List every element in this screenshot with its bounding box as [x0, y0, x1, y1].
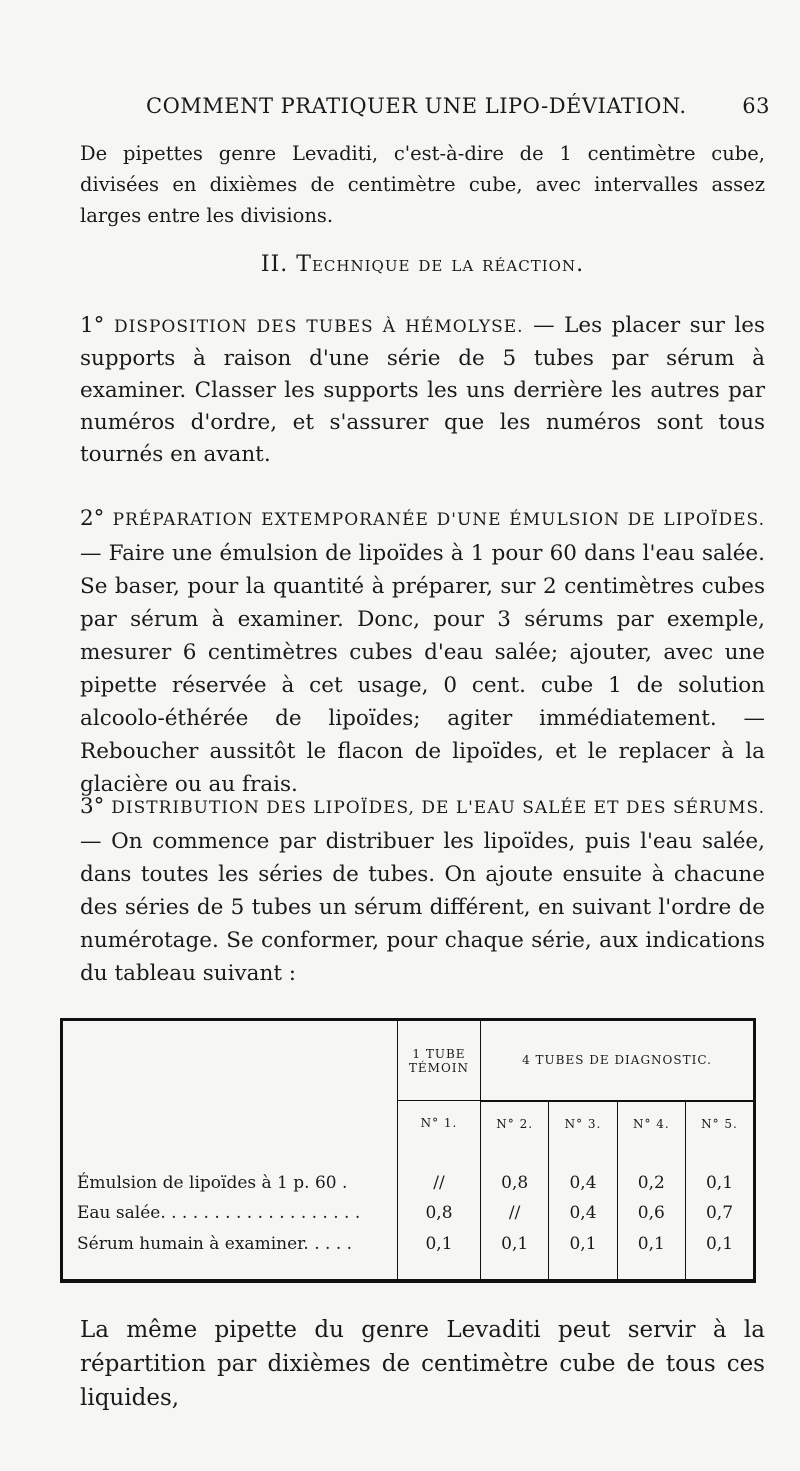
cell-value: // — [508, 1203, 521, 1224]
item-2-text: — Faire une émulsion de lipoïdes à 1 pour 60 dans l'eau salée. Se baser, pour la quantité à préparer, sur 2 centimètres cubes par sérum à examiner. Donc, pour 3 sérums par exemple, mesurer 6 centimètres cubes d'eau salée; ajouter, avec une pipette réservée à cet usage, 0 cent. cube 1 de solution alcoolo-éthérée de lipoïdes; agiter immédiatement. — Reboucher aussitôt le flacon de lipoïdes, et le replacer à la glacière ou au frais. — [80, 541, 765, 797]
item-1-text: — Les placer sur les supports à raison d'une série de 5 tubes par sérum à examiner. Classer les supports les uns derrière les autres par numéros d'ordre, et s'assurer que les numéros sont tous tournés en avant. — [80, 313, 765, 467]
table-row — [63, 1167, 753, 1198]
item-1-number: 1° — [80, 313, 105, 338]
item-2-number: 2° — [80, 506, 105, 531]
item-3-text: — On commence par distribuer les lipoïdes, puis l'eau salée, dans toutes les séries de tubes. On ajoute ensuite à chacune des séries de 5 tubes un sérum différent, en suivant l'ordre de numérotage. Se conformer, pour chaque série, aux indications du tableau suivant : — [80, 829, 765, 986]
row-label: Émulsion de lipoïdes à 1 p. 60 . — [63, 1167, 398, 1198]
section-numeral: II. — [260, 252, 289, 277]
cell-value: 0,1 — [501, 1233, 529, 1254]
running-header — [100, 88, 770, 124]
table-header-row — [63, 1021, 753, 1101]
cell-value: // — [398, 1167, 481, 1198]
tube-number: N° 2. — [481, 1101, 549, 1146]
paragraph-pipettes: De pipettes genre Levaditi, c'est-à-dire de 1 centimètre cube, divisées en dixièmes de centimètre cube, avec intervalles assez larges entre les divisions. — [80, 142, 765, 227]
table-corner — [63, 1021, 398, 1146]
row-label: Eau salée. . . . . . . . . . . . . . . . . . . — [63, 1198, 398, 1229]
item-3-heading: DISTRIBUTION DES LIPOÏDES, DE L'EAU SALÉE ET DES SÉRUMS. — [111, 798, 765, 818]
header-temoin: 1 TUBE TÉMOIN — [398, 1021, 481, 1101]
page-number: 63 — [742, 94, 770, 118]
item-2-heading: PRÉPARATION EXTEMPORANÉE D'UNE ÉMULSION DE LIPOÏDES. — [112, 510, 765, 530]
item-3-number: 3° — [80, 794, 105, 819]
cell-value: 0,6 — [617, 1198, 685, 1229]
table-row — [63, 1229, 753, 1260]
section-title: Technique de la réaction. — [296, 252, 585, 277]
table-row — [63, 1198, 753, 1229]
tube-number: N° 4. — [617, 1101, 685, 1146]
tube-number: N° 3. — [549, 1101, 617, 1146]
cell-value: 0,2 — [617, 1167, 685, 1198]
cell-value: 0,1 — [685, 1229, 753, 1260]
cell-value: 0,1 — [685, 1167, 753, 1198]
item-1-paragraph — [80, 310, 765, 471]
dosage-table-grid — [63, 1021, 753, 1279]
section-heading — [80, 252, 765, 277]
row-label: Sérum humain à examiner. . . . . — [63, 1229, 398, 1260]
header-diagnostic: 4 TUBES DE DIAGNOSTIC. — [522, 1053, 712, 1068]
cell-value: 0,7 — [685, 1198, 753, 1229]
tube-number: N° 5. — [685, 1101, 753, 1146]
tube-number: N° 1. — [398, 1101, 481, 1146]
cell-value: 0,1 — [617, 1229, 685, 1260]
cell-value: 0,8 — [398, 1198, 481, 1229]
cell-value: 0,8 — [501, 1172, 529, 1193]
table-spacer — [63, 1259, 753, 1279]
item-3-paragraph — [80, 790, 765, 990]
cell-value: 0,4 — [549, 1167, 617, 1198]
table-spacer — [63, 1146, 753, 1168]
item-1-heading: DISPOSITION DES TUBES À HÉMOLYSE. — [113, 317, 524, 337]
item-2-paragraph — [80, 502, 765, 801]
paragraph-closing: La même pipette du genre Levaditi peut servir à la répartition par dixièmes de centimètre cube de tous ces liquides, — [80, 1317, 765, 1411]
cell-value: 0,4 — [549, 1198, 617, 1229]
cell-value: 0,1 — [549, 1229, 617, 1260]
cell-value: 0,1 — [398, 1229, 481, 1260]
header-title: COMMENT PRATIQUER UNE LIPO-DÉVIATION. — [146, 94, 687, 118]
dosage-table — [60, 1018, 756, 1283]
